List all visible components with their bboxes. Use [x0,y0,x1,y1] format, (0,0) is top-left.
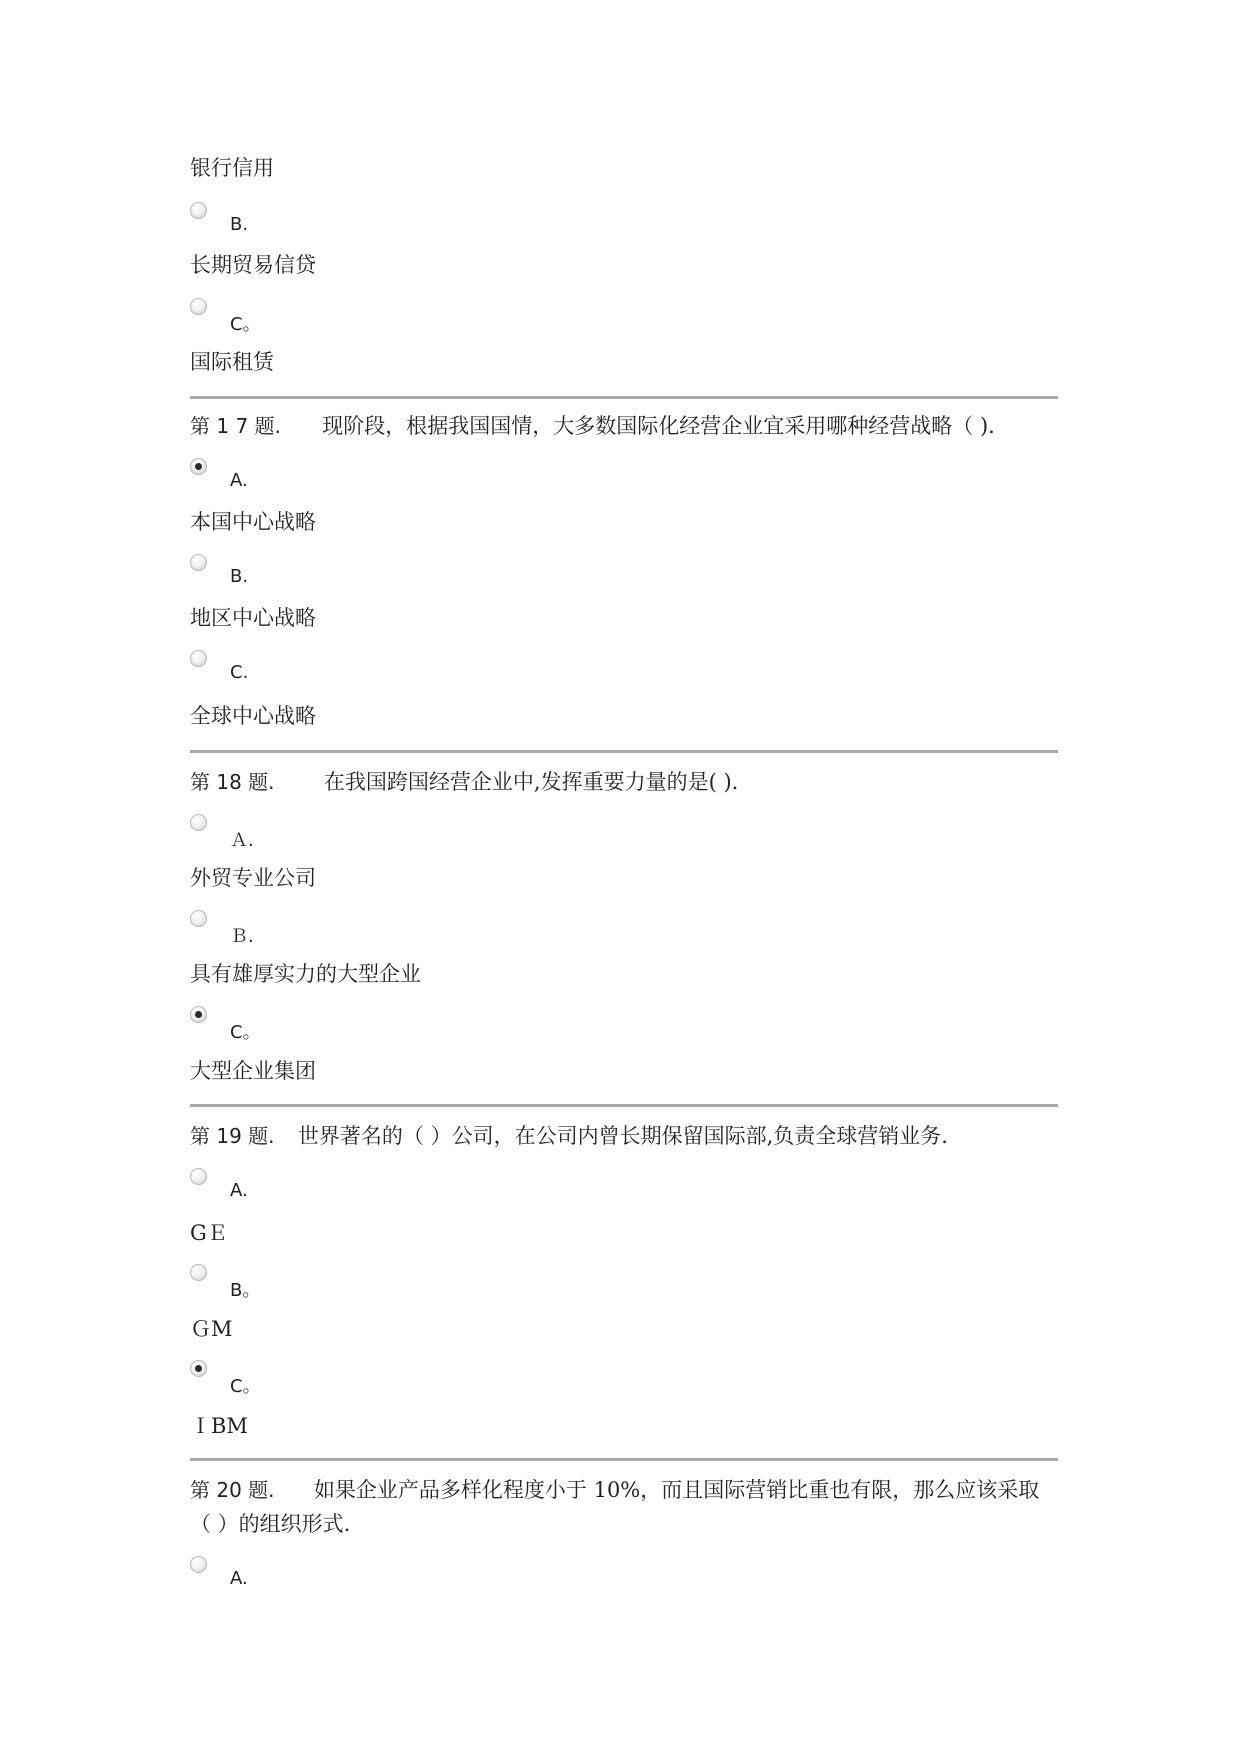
question-divider [190,396,1058,399]
radio-icon[interactable] [190,554,207,571]
radio-selected-icon[interactable] [190,1006,207,1023]
q20-option-a[interactable] [190,1556,390,1590]
option-text: 长期贸易信贷 [190,253,316,277]
q19-option-a[interactable] [190,1168,390,1202]
option-label: B。 [230,1280,261,1301]
question-divider [190,750,1058,753]
option-label: A. [230,1568,248,1589]
q19-option-b[interactable] [190,1264,390,1301]
q17-option-c[interactable] [190,650,390,684]
option-b[interactable] [190,202,390,236]
question-number: 第 19 题. [190,1124,275,1148]
q17-option-b[interactable] [190,554,390,588]
radio-icon[interactable] [190,1556,207,1573]
option-text: 银行信用 [190,156,274,180]
radio-icon[interactable] [190,202,207,219]
question-18 [190,766,738,796]
option-label: C。 [230,1376,261,1397]
option-text: 大型企业集团 [190,1059,316,1083]
option-text: 全球中心战略 [190,704,316,728]
option-label: Ｂ. [230,926,254,947]
option-label: A. [230,470,248,491]
option-text: 本国中心战略 [190,510,316,534]
q18-option-b[interactable] [190,910,390,947]
option-label: C. [230,662,249,683]
option-label: C。 [230,314,261,335]
question-19 [190,1120,948,1150]
option-text: ＧM [190,1317,233,1341]
radio-icon[interactable] [190,1168,207,1185]
option-label: B. [230,566,249,587]
q18-option-c[interactable] [190,1006,390,1043]
option-text: 国际租赁 [190,350,274,374]
radio-icon[interactable] [190,910,207,927]
radio-selected-icon[interactable] [190,1360,207,1377]
option-text: 地区中心战略 [190,606,316,630]
question-number: 第 20 题. [190,1478,275,1502]
option-label: Ａ. [230,830,254,851]
radio-icon[interactable] [190,814,207,831]
radio-icon[interactable] [190,1264,207,1281]
option-text: 具有雄厚实力的大型企业 [190,962,421,986]
question-number: 第 1 7 题. [190,414,281,438]
question-divider [190,1104,1058,1107]
radio-icon[interactable] [190,298,207,315]
radio-icon[interactable] [190,650,207,667]
radio-selected-icon[interactable] [190,458,207,475]
question-17 [190,410,995,440]
q19-option-c[interactable] [190,1360,390,1397]
option-label: B. [230,214,249,235]
q17-option-a[interactable] [190,458,390,492]
option-text: 外贸专业公司 [190,866,316,890]
option-text: GＥ [190,1221,228,1245]
question-prompt-continued: （ ）的组织形式. [190,1512,351,1536]
option-label: C。 [230,1022,261,1043]
question-prompt: 现阶段，根据我国国情，大多数国际化经营企业宜采用哪种经营战略（ ). [322,414,995,438]
question-divider [190,1458,1058,1461]
question-number: 第 18 题. [190,770,275,794]
option-c[interactable] [190,298,390,335]
q18-option-a[interactable] [190,814,390,851]
question-prompt: 如果企业产品多样化程度小于 10%，而且国际营销比重也有限，那么应该采取 [313,1478,1040,1502]
option-text: ＩBM [190,1414,248,1438]
option-label: A. [230,1180,248,1201]
question-20 [190,1474,1039,1504]
question-prompt: 在我国跨国经营企业中,发挥重要力量的是( ). [323,770,739,794]
question-prompt: 世界著名的（ ）公司，在公司内曾长期保留国际部,负责全球营销业务. [297,1124,948,1148]
